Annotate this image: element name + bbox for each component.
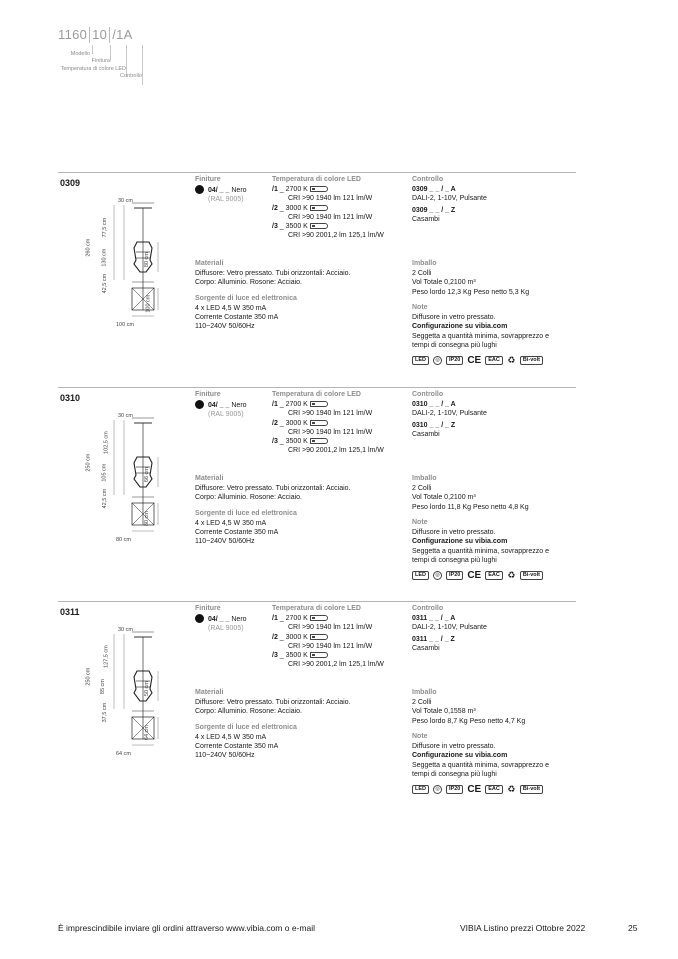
dim-h2: 85 cm xyxy=(99,679,106,695)
legend-label-controllo: Controllo xyxy=(119,73,142,79)
control-desc-z: Casambi xyxy=(412,215,440,223)
ip20-cert-icon: IP20 xyxy=(446,356,463,365)
led-bulb-icon xyxy=(310,420,328,426)
note-line-3: tempi di consegna più lughi xyxy=(412,770,497,778)
led-cert-icon: LED xyxy=(412,571,429,580)
control-option-z xyxy=(412,206,574,224)
control-code-a: 0309 _ _ / _ A xyxy=(412,186,456,194)
led-bulb-icon xyxy=(310,615,328,621)
note-header: Note xyxy=(412,732,428,740)
code-legend xyxy=(56,27,148,83)
imballo-header: Imballo xyxy=(412,475,437,482)
weight: Peso lordo 12,3 Kg Peso netto 5,3 Kg xyxy=(412,288,530,296)
sorgente-line-2: Corrente Costante 350 mA xyxy=(195,529,279,537)
controllo-column xyxy=(412,604,574,655)
finiture-header: Finiture xyxy=(195,605,221,612)
materiali-line-1: Diffusore: Vetro pressato. Tubi orizzontali: Acciaio. xyxy=(195,485,351,493)
dim-h3: 42,5 cm xyxy=(102,488,109,509)
dim-h1: 77,5 cm xyxy=(102,217,109,238)
sorgente-header: Sorgente di luce ed elettronica xyxy=(195,723,297,731)
dim-bottom: 80 cm xyxy=(116,537,131,543)
ce-cert-icon: CE xyxy=(467,784,482,796)
temperature-option: /3 _ 3500 K CRI >90 2001,2 lm 125,1 lm/W xyxy=(272,437,412,455)
temperature-option: /2 _ 3000 K CRI >90 1940 lm 121 lm/W xyxy=(272,633,412,651)
colli: 2 Colli xyxy=(412,699,432,707)
finish-code: 04/ _ _ xyxy=(208,187,230,195)
temperature-header: Temperatura di colore LED xyxy=(272,391,361,398)
temperature-option: /2 _ 3000 K CRI >90 1940 lm 121 lm/W xyxy=(272,204,412,222)
temp-code: /2 xyxy=(272,633,278,641)
materiali-header: Materiali xyxy=(195,260,224,267)
footer-note: È imprescindibile inviare gli ordini attraverso www.vibia.com o e-mail xyxy=(58,923,315,933)
temperature-option: /1 _ 2700 K CRI >90 1940 lm 121 lm/W xyxy=(272,400,412,418)
note-line-2: Seggetta a quantità minima, sovrapprezzo e xyxy=(412,761,549,769)
led-bulb-icon xyxy=(310,223,328,229)
dim-side: 64 cm xyxy=(143,725,150,741)
product-code: 0311 xyxy=(60,607,80,617)
finish-ral: (RAL 9005) xyxy=(208,625,244,633)
materiali-line-1: Diffusore: Vetro pressato. Tubi orizzontali: Acciaio. xyxy=(195,699,351,707)
finish-code: 04/ _ _ xyxy=(208,402,230,410)
temp-kelvin: 2700 K xyxy=(285,401,308,409)
temp-kelvin: 3000 K xyxy=(285,419,308,427)
dim-h1: 102,5 cm xyxy=(103,431,110,454)
temp-cri: CRI >90 1940 lm 121 lm/W xyxy=(288,428,373,436)
note-line-3: tempi di consegna più lughi xyxy=(412,556,497,564)
finish-name: Nero xyxy=(231,402,247,410)
dimmable-cert-icon: ◎ xyxy=(433,785,442,794)
temp-cri: CRI >90 1940 lm 121 lm/W xyxy=(288,410,373,418)
finiture-column xyxy=(195,175,270,205)
sorgente-line-1: 4 x LED 4,5 W 350 mA xyxy=(195,519,267,527)
imballo-column xyxy=(412,688,574,794)
note-line-3: tempi di consegna più lughi xyxy=(412,341,497,349)
section-divider xyxy=(58,387,576,388)
temp-cri: CRI >90 1940 lm 121 lm/W xyxy=(288,624,373,632)
section-divider xyxy=(58,601,576,602)
led-bulb-icon xyxy=(310,186,328,192)
certifications xyxy=(412,571,574,580)
dim-top: 30 cm xyxy=(118,198,133,204)
dim-h2: 130 cm xyxy=(101,248,108,267)
dim-h1: 127,5 cm xyxy=(103,645,110,668)
note-header: Note xyxy=(412,518,428,526)
sorgente-line-2: Corrente Costante 350 mA xyxy=(195,314,279,322)
temp-cri: CRI >90 2001,2 lm 125,1 lm/W xyxy=(288,232,384,240)
temp-cri: CRI >90 2001,2 lm 125,1 lm/W xyxy=(288,447,384,455)
control-desc-a: DALI-2, 1-10V, Pulsante xyxy=(412,624,487,632)
dim-total: 260 cm xyxy=(85,238,92,257)
dim-total: 250 cm xyxy=(85,453,92,472)
temp-code: /3 xyxy=(272,652,278,660)
temp-cri: CRI >90 1940 lm 121 lm/W xyxy=(288,642,373,650)
dimmable-cert-icon: ◎ xyxy=(433,571,442,580)
legend-label-finitura: Finitura xyxy=(91,58,110,64)
bivolt-cert-icon: Bi-volt xyxy=(520,571,543,580)
led-bulb-icon xyxy=(310,634,328,640)
sorgente-header: Sorgente di luce ed elettronica xyxy=(195,294,297,302)
finish-swatch xyxy=(195,185,204,194)
recycle-cert-icon: ♻ xyxy=(507,569,516,580)
legend-label-modello: Modello xyxy=(70,51,90,57)
temp-kelvin: 3500 K xyxy=(285,438,308,446)
temp-code: /3 xyxy=(272,438,278,446)
temp-cri: CRI >90 1940 lm 121 lm/W xyxy=(288,213,373,221)
dim-side: 80 cm xyxy=(143,511,150,527)
led-cert-icon: LED xyxy=(412,356,429,365)
dim-bottom: 64 cm xyxy=(116,751,131,757)
legend-model-code: 1160 xyxy=(58,27,88,42)
ce-cert-icon: CE xyxy=(467,355,482,367)
control-option-a xyxy=(412,185,574,203)
note-header: Note xyxy=(412,303,428,311)
control-code-a: 0310 _ _ / _ A xyxy=(412,401,456,409)
footer-brand: VIBIA Listino prezzi Ottobre 2022 xyxy=(460,923,586,933)
temp-kelvin: 3000 K xyxy=(285,633,308,641)
legend-temp-code: /1A xyxy=(109,27,134,43)
temperature-option: /1 _ 2700 K CRI >90 1940 lm 121 lm/W xyxy=(272,614,412,632)
temp-code: /2 xyxy=(272,419,278,427)
temperature-option: /3 _ 3500 K CRI >90 2001,2 lm 125,1 lm/W xyxy=(272,651,412,669)
dim-total: 250 cm xyxy=(85,667,92,686)
imballo-column xyxy=(412,474,574,580)
temperature-option: /3 _ 3500 K CRI >90 2001,2 lm 125,1 lm/W xyxy=(272,222,412,240)
temperature-option: /1 _ 2700 K CRI >90 1940 lm 121 lm/W xyxy=(272,185,412,203)
led-bulb-icon xyxy=(310,401,328,407)
led-bulb-icon xyxy=(310,205,328,211)
config-link[interactable]: Configurazione su vibia.com xyxy=(412,538,508,546)
temperature-header: Temperatura di colore LED xyxy=(272,605,361,612)
temp-kelvin: 3500 K xyxy=(285,652,308,660)
dimmable-cert-icon: ◎ xyxy=(433,356,442,365)
finiture-column xyxy=(195,390,270,420)
note-line-2: Seggetta a quantità minima, sovrapprezzo e xyxy=(412,547,549,555)
dim-h2: 105 cm xyxy=(101,463,108,482)
certifications xyxy=(412,356,574,365)
materiali-column xyxy=(195,688,405,761)
imballo-header: Imballo xyxy=(412,260,437,267)
led-bulb-icon xyxy=(310,652,328,658)
materiali-line-2: Corpo: Alluminio. Rosone: Acciaio. xyxy=(195,279,302,287)
config-link[interactable]: Configurazione su vibia.com xyxy=(412,323,508,331)
dim-body: 80 cm xyxy=(143,252,150,268)
control-desc-z: Casambi xyxy=(412,430,440,438)
temp-kelvin: 3500 K xyxy=(285,223,308,231)
finish-swatch xyxy=(195,400,204,409)
sorgente-line-3: 110~240V 50/60Hz xyxy=(195,752,255,760)
sorgente-line-3: 110~240V 50/60Hz xyxy=(195,538,255,546)
weight: Peso lordo 11,8 Kg Peso netto 4,8 Kg xyxy=(412,503,529,511)
product-code: 0309 xyxy=(60,178,81,188)
temp-code: /1 xyxy=(272,615,278,623)
controllo-column xyxy=(412,175,574,226)
dim-top: 30 cm xyxy=(118,413,133,419)
control-option-z xyxy=(412,421,574,439)
weight: Peso lordo 8,7 Kg Peso netto 4,7 Kg xyxy=(412,717,526,725)
temp-code: /2 xyxy=(272,204,278,212)
volume: Vol Totale 0,2100 m³ xyxy=(412,494,476,502)
finish-ral: (RAL 9005) xyxy=(208,411,244,419)
certifications xyxy=(412,785,574,794)
eac-cert-icon: EAC xyxy=(485,785,503,794)
volume: Vol Totale 0,1558 m³ xyxy=(412,708,476,716)
temp-kelvin: 2700 K xyxy=(285,615,308,623)
imballo-column xyxy=(412,259,574,365)
dim-side: 100 cm xyxy=(145,294,152,313)
config-link[interactable]: Configurazione su vibia.com xyxy=(412,752,508,760)
page-number: 25 xyxy=(628,923,638,933)
sorgente-header: Sorgente di luce ed elettronica xyxy=(195,509,297,517)
materiali-header: Materiali xyxy=(195,475,224,482)
legend-finish-code: 10 xyxy=(89,27,109,43)
finish-name: Nero xyxy=(231,616,247,624)
legend-codes xyxy=(56,27,148,43)
dim-top: 30 cm xyxy=(118,627,133,633)
temperature-list xyxy=(272,185,412,240)
ip20-cert-icon: IP20 xyxy=(446,571,463,580)
temp-cri: CRI >90 2001,2 lm 125,1 lm/W xyxy=(288,661,384,669)
led-cert-icon: LED xyxy=(412,785,429,794)
note-line-2: Seggetta a quantità minima, sovrapprezzo e xyxy=(412,332,549,340)
finiture-header: Finiture xyxy=(195,391,221,398)
finiture-header: Finiture xyxy=(195,176,221,183)
control-option-z xyxy=(412,635,574,653)
control-code-z: 0310 _ _ / _ Z xyxy=(412,421,456,429)
finish-code: 04/ _ _ xyxy=(208,616,230,624)
sorgente-line-3: 110~240V 50/60Hz xyxy=(195,323,255,331)
control-desc-a: DALI-2, 1-10V, Pulsante xyxy=(412,410,487,418)
eac-cert-icon: EAC xyxy=(485,571,503,580)
control-code-a: 0311 _ _ / _ A xyxy=(412,615,456,623)
finiture-column xyxy=(195,604,270,634)
finish-ral: (RAL 9005) xyxy=(208,196,244,204)
materiali-line-1: Diffusore: Vetro pressato. Tubi orizzontali: Acciaio. xyxy=(195,270,351,278)
finish-swatch xyxy=(195,614,204,623)
eac-cert-icon: EAC xyxy=(485,356,503,365)
led-bulb-icon xyxy=(310,438,328,444)
materiali-header: Materiali xyxy=(195,689,224,696)
controllo-header: Controllo xyxy=(412,391,444,398)
imballo-header: Imballo xyxy=(412,689,437,696)
control-option-a xyxy=(412,400,574,418)
temp-kelvin: 3000 K xyxy=(285,204,308,212)
dim-body: 50 cm xyxy=(143,681,150,697)
sorgente-line-2: Corrente Costante 350 mA xyxy=(195,743,279,751)
temperature-option: /2 _ 3000 K CRI >90 1940 lm 121 lm/W xyxy=(272,419,412,437)
ce-cert-icon: CE xyxy=(467,570,482,582)
note-line-1: Diffusore in vetro pressato. xyxy=(412,529,496,537)
materiali-column xyxy=(195,259,405,332)
materiali-line-2: Corpo: Alluminio. Rosone: Acciaio. xyxy=(195,494,302,502)
control-code-z: 0309 _ _ / _ Z xyxy=(412,206,456,214)
note-line-1: Diffusore in vetro pressato. xyxy=(412,743,496,751)
materiali-column xyxy=(195,474,405,547)
colli: 2 Colli xyxy=(412,485,432,493)
sorgente-line-1: 4 x LED 4,5 W 350 mA xyxy=(195,733,267,741)
control-option-a xyxy=(412,614,574,632)
temp-cri: CRI >90 1940 lm 121 lm/W xyxy=(288,195,373,203)
temp-code: /1 xyxy=(272,186,278,194)
control-desc-z: Casambi xyxy=(412,644,440,652)
dim-h3: 37,5 cm xyxy=(102,702,109,723)
product-code: 0310 xyxy=(60,393,81,403)
controllo-header: Controllo xyxy=(412,176,444,183)
temp-code: /1 xyxy=(272,401,278,409)
volume: Vol Totale 0,2100 m³ xyxy=(412,279,476,287)
recycle-cert-icon: ♻ xyxy=(507,354,516,365)
bivolt-cert-icon: Bi-volt xyxy=(520,785,543,794)
temperature-list xyxy=(272,400,412,455)
control-desc-a: DALI-2, 1-10V, Pulsante xyxy=(412,195,487,203)
control-code-z: 0311 _ _ / _ Z xyxy=(412,635,455,643)
note-line-1: Diffusore in vetro pressato. xyxy=(412,314,496,322)
section-divider xyxy=(58,172,576,173)
controllo-column xyxy=(412,390,574,441)
temp-kelvin: 2700 K xyxy=(285,186,308,194)
legend-label-temperatura: Temperatura di colore LED xyxy=(60,66,126,72)
dim-bottom: 100 cm xyxy=(116,322,135,328)
dim-body: 66 cm xyxy=(143,467,150,483)
finish-name: Nero xyxy=(231,187,247,195)
temperature-column xyxy=(272,390,412,456)
temperature-list xyxy=(272,614,412,669)
materiali-line-2: Corpo: Alluminio. Rosone: Acciaio. xyxy=(195,708,302,716)
controllo-header: Controllo xyxy=(412,605,444,612)
bivolt-cert-icon: Bi-volt xyxy=(520,356,543,365)
temp-code: /3 xyxy=(272,223,278,231)
recycle-cert-icon: ♻ xyxy=(507,783,516,794)
colli: 2 Colli xyxy=(412,270,432,278)
ip20-cert-icon: IP20 xyxy=(446,785,463,794)
sorgente-line-1: 4 x LED 4,5 W 350 mA xyxy=(195,304,267,312)
temperature-header: Temperatura di colore LED xyxy=(272,176,361,183)
temperature-column xyxy=(272,175,412,241)
dim-h3: 42,5 cm xyxy=(102,273,109,294)
temperature-column xyxy=(272,604,412,670)
